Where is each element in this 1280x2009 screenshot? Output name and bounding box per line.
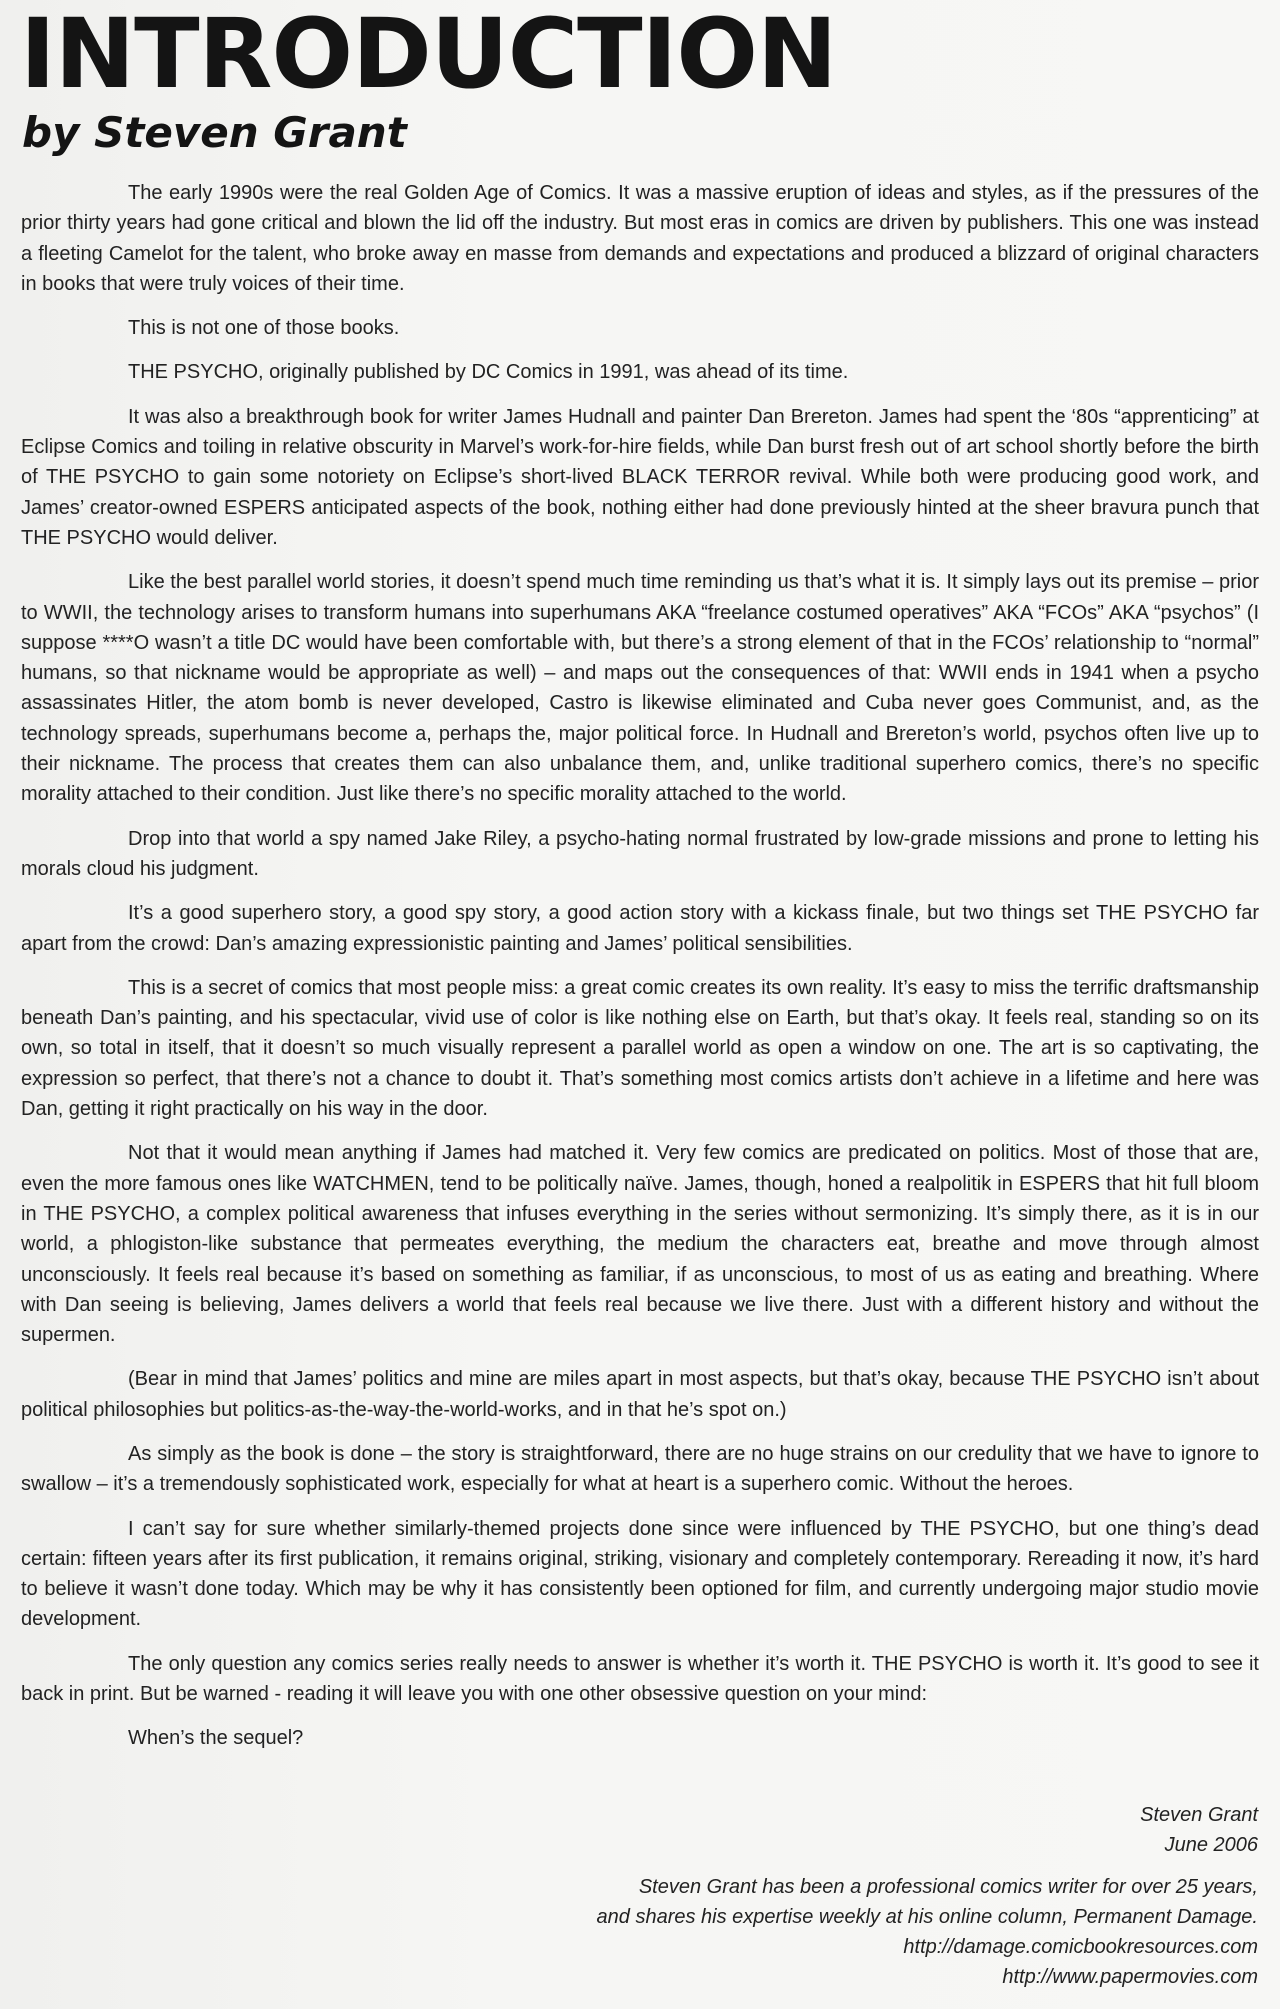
signoff: [597, 1800, 1258, 1992]
author-bio-line: Steven Grant has been a professional comics writer for over 25 years,: [638, 1876, 1258, 1898]
paragraph: When’s the sequel?: [128, 1727, 304, 1750]
paragraph: The early 1990s were the real Golden Age of Comics. It was a massive eruption of ideas and styles, as if the pressures of the prior thirty years had gone critical and blown the lid off the industry. But most eras in comics are driven by publishers. This one was instead a fleeting Camelot for the talent, who broke away en masse from demands and expectations and produced a blizzard of original characters in books that were truly voices of their time.: [21, 182, 1259, 295]
paragraph: Like the best parallel world stories, it doesn’t spend much time reminding us that’s what it is. It simply lays out its premise – prior to WWII, the technology arises to transform humans into superhumans AKA “freelance costumed operatives” AKA “FCOs” AKA “psychos” (I suppose ****O wasn’t a title DC would have been comfortable with, but there’s a strong element of that in the FCOs’ relationship to “normal” humans, so that nickname would be appropriate as well) – and maps out the consequences of that: WWII ends in 1941 when a psycho assassinates Hitler, the atom bomb is never developed, Castro is likewise eliminated and Cuba never goes Communist, and, as the technology spreads, superhumans become a, perhaps the, major political force. In Hudnall and Brereton’s world, psychos often live up to their nickname. The process that creates them can also unbalance them, and, unlike traditional superhero comics, there’s no specific morality attached to their condition. Just like there’s no specific morality attached to the world.: [21, 571, 1259, 806]
paragraph: This is not one of those books.: [128, 317, 400, 340]
paragraph: Drop into that world a spy named Jake Riley, a psycho-hating normal frustrated by low-grade missions and prone to letting his morals cloud his judgment.: [21, 827, 1259, 880]
paragraph: This is a secret of comics that most people miss: a great comic creates its own reality. It’s easy to miss the terrific draftsmanship beneath Dan’s painting, and his spectacular, vivid use of color is like nothing else on Earth, but that’s okay. It feels real, standing so on its own, so total in itself, that it doesn’t so much visually represent a parallel world as open a window on one. The art is so captivating, the expression so perfect, that there’s not a chance to doubt it. That’s something most comics artists don’t achieve in a lifetime and here was Dan, getting it right practically on his way in the door.: [21, 976, 1259, 1121]
sign-date: June 2006: [1164, 1834, 1258, 1856]
paragraph: Not that it would mean anything if James had matched it. Very few comics are predicated on politics. Most of those that are, even the more famous ones like WATCHMEN, tend to be politically naïve. James, though, honed a realpolitik in ESPERS that hit full bloom in THE PSYCHO, a complex political awareness that infuses everything in the series without sermonizing. It’s simply there, as it is in our world, a phlogiston-like substance that permeates everything, the medium the characters eat, breathe and move through almost unconsciously. It feels real because it’s based on something as familiar, if as unconscious, to most of us as eating and breathing. Where with Dan seeing is believing, James delivers a world that feels real because we live there. Just with a different history and without the supermen.: [21, 1142, 1259, 1347]
website-url: http://www.papermovies.com: [1002, 1966, 1258, 1988]
paragraph: The only question any comics series really needs to answer is whether it’s worth it. THE PSYCHO is worth it. It’s good to see it back in print. But be warned - reading it will leave you with one other obsessive question on your mind:: [21, 1652, 1259, 1706]
paragraph: It was also a breakthrough book for writer James Hudnall and painter Dan Brereton. James had spent the ‘80s “apprenticing” at Eclipse Comics and toiling in relative obscurity in Marvel’s work-for-hire fields, while Dan burst fresh out of art school shortly before the birth of THE PSYCHO to gain some notoriety on Eclipse’s short-lived BLACK TERROR revival. While both were producing good work, and James’ creator-owned ESPERS anticipated aspects of the book, nothing either had done previously hinted at the sheer bravura punch that THE PSYCHO would deliver.: [21, 405, 1259, 549]
paragraph: (Bear in mind that James’ politics and mine are miles apart in most aspects, but that’s okay, because THE PSYCHO isn’t about political philosophies but politics-as-the-way-the-world-works, and in that he’s spot on.): [21, 1368, 1259, 1421]
signoff-spacer: [597, 1860, 1258, 1872]
page-title: INTRODUCTION: [20, 0, 837, 110]
author-bio-line: and shares his expertise weekly at his online column, Permanent Damage.: [596, 1906, 1258, 1928]
paragraph: As simply as the book is done – the story is straightforward, there are no huge strains on our credulity that we have to ignore to swallow – it’s a tremendously sophisticated work, especially for what at heart is a superhero comic. Without the heroes.: [21, 1442, 1259, 1496]
paragraph: THE PSYCHO, originally published by DC Comics in 1991, was ahead of its time.: [128, 361, 849, 384]
author-name: Steven Grant: [1140, 1804, 1258, 1826]
paragraph: I can’t say for sure whether similarly-themed projects done since were influenced by THE PSYCHO, but one thing’s dead certain: fifteen years after its first publication, it remains original, striking, visionary and completely contemporary. Rereading it now, it’s hard to believe it wasn’t done today. Which may be why it has consistently been optioned for film, and currently undergoing major studio movie development.: [21, 1517, 1259, 1631]
byline: by Steven Grant: [22, 108, 407, 157]
article-body: [21, 178, 1259, 1768]
column-url: http://damage.comicbookresources.com: [903, 1936, 1258, 1958]
paragraph: It’s a good superhero story, a good spy story, a good action story with a kickass finale, but two things set THE PSYCHO far apart from the crowd: Dan’s amazing expressionistic painting and James’ political sensibilities.: [21, 902, 1259, 955]
